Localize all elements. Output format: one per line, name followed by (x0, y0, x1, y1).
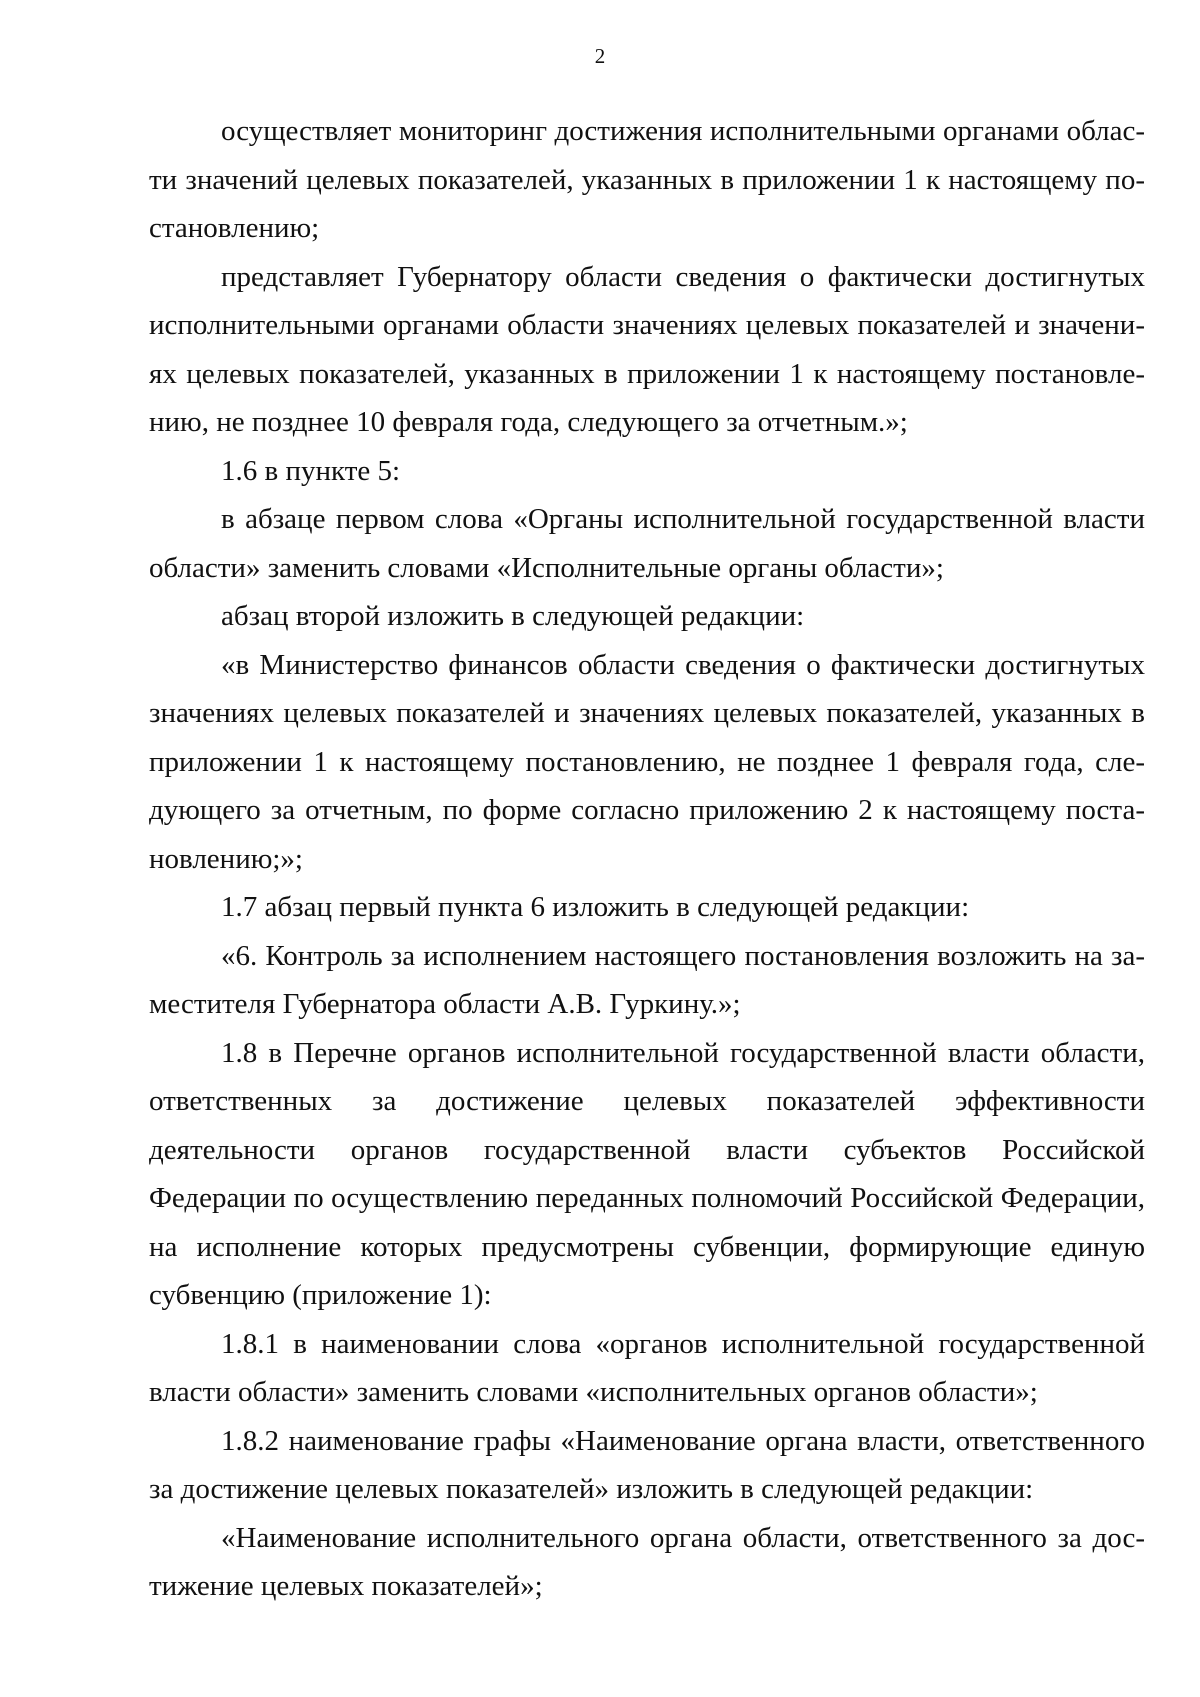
paragraph-item-1-6: 1.6 в пункте 5: (221, 454, 401, 487)
paragraph-column-title: «Наименование исполнительного органа области, ответственного за достижение целевых показателей»; (149, 1521, 1145, 1602)
paragraph-item-1-8-1: 1.8.1 в наименовании слова «органов исполнительной государственной власти области» заменить словами «исполнительных органов области»; (149, 1327, 1145, 1408)
paragraph-item-1-8-2: 1.8.2 наименование графы «Наименование органа власти, ответственного за достижение целевых показателей» изложить в следующей редакции: (149, 1424, 1145, 1505)
paragraph-report-to-governor: представляет Губернатору области сведения о фактически достигнутых исполнительными органами области значениях целевых показателей и значениях целевых показателей, указанных в приложении 1 к настоящему постановлению, не позднее 10 февраля года, следующего за отчетным.»; (149, 260, 1145, 438)
paragraph-monitoring: осуществляет мониторинг достижения исполнительными органами области значений целевых показателей, указанных в приложении 1 к настоящему постановлению; (149, 115, 1145, 244)
paragraph-control-clause: «6. Контроль за исполнением настоящего постановления возложить на заместителя Губернатора области А.В. Гуркину.»; (149, 939, 1145, 1020)
paragraph-second-subparagraph: абзац второй изложить в следующей редакции: (221, 600, 805, 632)
paragraph-ministry-of-finance: «в Министерство финансов области сведения о фактически достигнутых значениях целевых показателей и значениях целевых показателей, указанных в приложении 1 к настоящему постановлению, не позднее 1 февраля года, следующего за отчетным, по форме согласно приложению 2 к настоящему постановлению;»; (149, 648, 1145, 875)
paragraph-item-1-8: 1.8 в Перечне органов исполнительной государственной власти области, ответственных за достижение целевых показателей эффективности деятельности органов государственной власти субъектов Российской Федерации по осуществлению переданных полномочий Российской Федерации, на исполнение которых предусмотрены субвенции, формирующие единую субвенцию (приложение 1): (149, 1036, 1145, 1311)
paragraph-item-1-7: 1.7 абзац первый пункта 6 изложить в следующей редакции: (221, 891, 970, 923)
page-number: 2 (594, 44, 606, 68)
paragraph-first-subparagraph-words: в абзаце первом слова «Органы исполнительной государственной власти области» заменить словами «Исполнительные органы области»; (149, 503, 1145, 584)
document-body (149, 107, 1145, 1611)
